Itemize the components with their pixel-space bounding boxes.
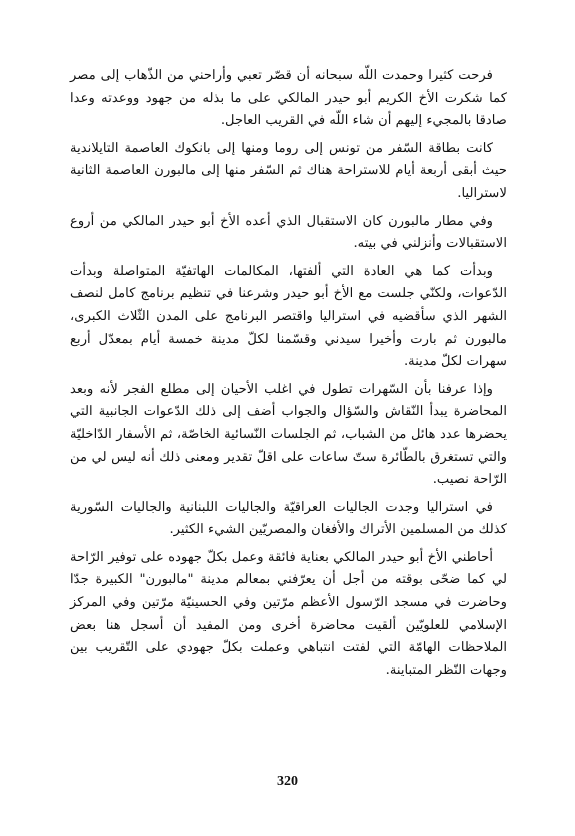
paragraph: وبدأت كما هي العادة التي ألفتها، المكالمات الهاتفيّة المتواصلة وبدأت الدّعوات، ولكنّي جلست مع الأخ أبو حيدر وشرعنا في تنظيم برنامج كامل لنصف الشهر الذي سأقضيه في استراليا واقتصر البرنامج على المدن الثّلاث الكبرى، مالبورن ثم بارت وأخيرا سيدني وقسّمنا لكلّ مدينة خمسة أيام بمعدّل أربع سهرات لكلّ مدينة. (70, 263, 507, 370)
paragraph: فرحت كثيرا وحمدت اللّه سبحانه أن قصّر تعبي وأراحني من الذّهاب إلى مصر كما شكرت الأخ الكريم أبو حيدر المالكي على ما بذله من جهود ووعدته وعدا صادقا بالمجيء إليهم أن شاء اللّه في القريب العاجل. (70, 68, 507, 129)
paragraph: وإذا عرفنا بأن السّهرات تطول في اغلب الأحيان إلى مطلع الفجر لأنه وبعد المحاضرة يبدأ النّقاش والسّؤال والجواب أضف إلى ذلك الدّعوات الجانبية التي يحضرها عدد هائل من الشباب، ثم الجلسات النّسائية الخاصّة، ثم الأسفار الدّاخليّة والتي تستغرق بالطّائرة ستّ ساعات على اقلّ تقدير ومعنى ذلك أنه ليس لي من الرّاحة نصيب. (70, 381, 507, 488)
paragraph: أحاطني الأخ أبو حيدر المالكي بعناية فائقة وعمل بكلّ جهوده على توفير الرّاحة لي كما ضحّى بوقته من أجل أن يعرّفني بمعالم مدينة "مالبورن" الكبيرة جدّا وحاضرت في مسجد الرّسول الأعظم مرّتين وفي الحسينيّة مرّتين وفي المركز الإسلامي للعلويّين ألقيت محاضرة أخرى ومن المفيد أن أسجل هنا بعض الملاحظات الهامّة التي لفتت انتباهي وعملت بكلّ جهودي على التّقريب بين وجهات النّظر المتباينة. (70, 549, 507, 678)
page-number: 320 (277, 774, 298, 789)
paragraph: في استراليا وجدت الجاليات العراقيّة والجاليات اللبنانية والجاليات السّورية كذلك من المسلمين الأتراك والأفغان والمصريّين الشيء الكثير. (70, 499, 507, 538)
paragraph: وفي مطار مالبورن كان الاستقبال الذي أعده الأخ أبو حيدر المالكي من أروع الاستقبالات وأنزلني في بيته. (70, 213, 507, 252)
paragraph: كانت بطاقة السّفر من تونس إلى روما ومنها إلى بانكوك العاصمة التايلاندية حيث أبقى أربعة أيام للاستراحة هناك ثم السّفر منها إلى مالبورن العاصمة الثانية لاستراليا. (70, 140, 507, 201)
page-body (70, 65, 507, 687)
